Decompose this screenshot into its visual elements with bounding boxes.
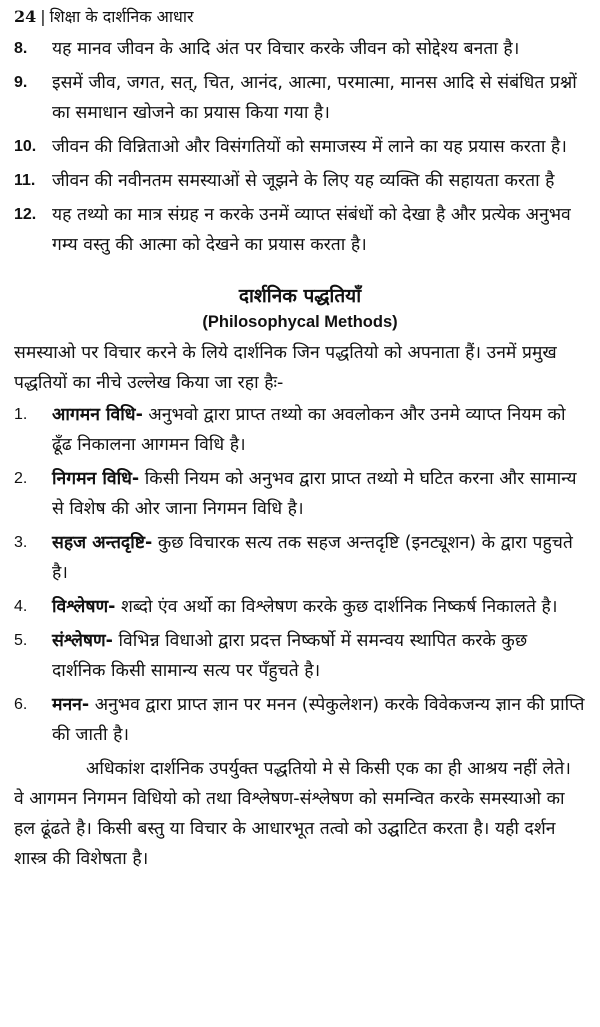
item-number: 9. [14, 74, 28, 91]
method-term: मनन- [52, 695, 90, 715]
method-description: अनुभवो द्वारा प्राप्त तथ्यो का अवलोकन और उनमे व्याप्त नियम को ढूँढ निकालना आगमन विधि है। [52, 405, 566, 455]
item-text: यह तथ्यो का मात्र संग्रह न करके उनमें व्याप्त संबंधों को देखा है और प्रत्येक अनुभव गम्य वस्तु की आत्मा को देखने का प्रयास करता है। [52, 205, 571, 255]
list-item [14, 166, 586, 196]
section-subheading: (Philosophycal Methods) [202, 313, 398, 331]
intro-paragraph: समस्याओ पर विचार करने के लिये दार्शनिक जिन पद्धतियो को अपनाता हैं। उनमें प्रमुख पद्धतियों का नीचे उल्लेख किया जा रहा हैः- [14, 343, 557, 393]
list-item [14, 68, 586, 128]
method-description: विभिन्न विधाओ द्वारा प्रदत्त निष्कर्षो में समन्वय स्थापित करके कुछ दार्शनिक किसी सामान्य सत्य पर पँहुचते है। [52, 631, 528, 681]
method-item [14, 626, 586, 686]
item-text: जीवन की नवीनतम समस्याओं से जूझने के लिए यह व्यक्ति की सहायता करता है [52, 171, 555, 191]
numbered-list [14, 34, 586, 260]
item-number: 12. [14, 206, 37, 223]
header-separator: | [40, 7, 46, 26]
methods-list [14, 400, 586, 750]
method-item [14, 464, 586, 524]
method-description: कुछ विचारक सत्य तक सहज अन्तदृष्टि (इनट्यूशन) के द्वारा पहुचते है। [52, 533, 573, 583]
item-number: 8. [14, 40, 28, 57]
page-number: 24 [14, 7, 37, 26]
method-term: आगमन विधि- [52, 405, 143, 425]
item-text: इसमें जीव, जगत, सत्, चित, आनंद, आत्मा, परमात्मा, मानस आदि से संबंधित प्रश्नों का समाधान खोजने का प्रयास किया गया है। [52, 73, 577, 123]
item-number: 11. [14, 172, 36, 189]
method-description: किसी नियम को अनुभव द्वारा प्राप्त तथ्यो मे घटित करना और सामान्य से विशेष की ओर जाना निगमन विधि है। [52, 469, 577, 519]
book-title: शिक्षा के दार्शनिक आधार [49, 7, 194, 26]
closing-paragraph: अधिकांश दार्शनिक उपर्युक्त पद्धतियो मे से किसी एक का ही आश्रय नहीं लेते। वे आगमन निगमन विधियो को तथा विश्लेषण-संश्लेषण को समन्वित करके समस्याओ का हल ढूंढते है। किसी बस्तु या विचार के आधारभूत तत्वो को उद्घाटित करता है। यही दर्शन शास्त्र की विशेषता है। [14, 759, 571, 869]
method-term: विश्लेषण- [52, 597, 116, 617]
list-item [14, 132, 586, 162]
item-number: 10. [14, 138, 37, 155]
method-item [14, 400, 586, 460]
item-text: जीवन की विन्निताओ और विसंगतियों को समाजस्य में लाने का यह प्रयास करता है। [52, 137, 567, 157]
method-number: 3. [14, 534, 28, 551]
method-description: शब्दो एंव अर्थो का विश्लेषण करके कुछ दार्शनिक निष्कर्ष निकालते है। [115, 597, 558, 617]
method-number: 1. [14, 406, 28, 423]
method-description: अनुभव द्वारा प्राप्त ज्ञान पर मनन (स्पेकुलेशन) करके विवेकजन्य ज्ञान की प्राप्ति की जाती है। [52, 695, 585, 745]
method-term: संश्लेषण- [52, 631, 113, 651]
method-number: 4. [14, 598, 28, 615]
running-header [14, 6, 586, 28]
item-text: यह मानव जीवन के आदि अंत पर विचार करके जीवन को सोद्देश्य बनता है। [52, 39, 520, 59]
method-item [14, 592, 586, 622]
method-term: निगमन विधि- [52, 469, 140, 489]
section-heading: दार्शनिक पद्धतियाँ [238, 285, 362, 307]
method-item [14, 528, 586, 588]
method-item [14, 690, 586, 750]
list-item [14, 200, 586, 260]
list-item [14, 34, 586, 64]
method-number: 5. [14, 632, 28, 649]
method-term: सहज अन्तदृष्टि- [52, 533, 153, 553]
method-number: 2. [14, 470, 28, 487]
method-number: 6. [14, 696, 28, 713]
